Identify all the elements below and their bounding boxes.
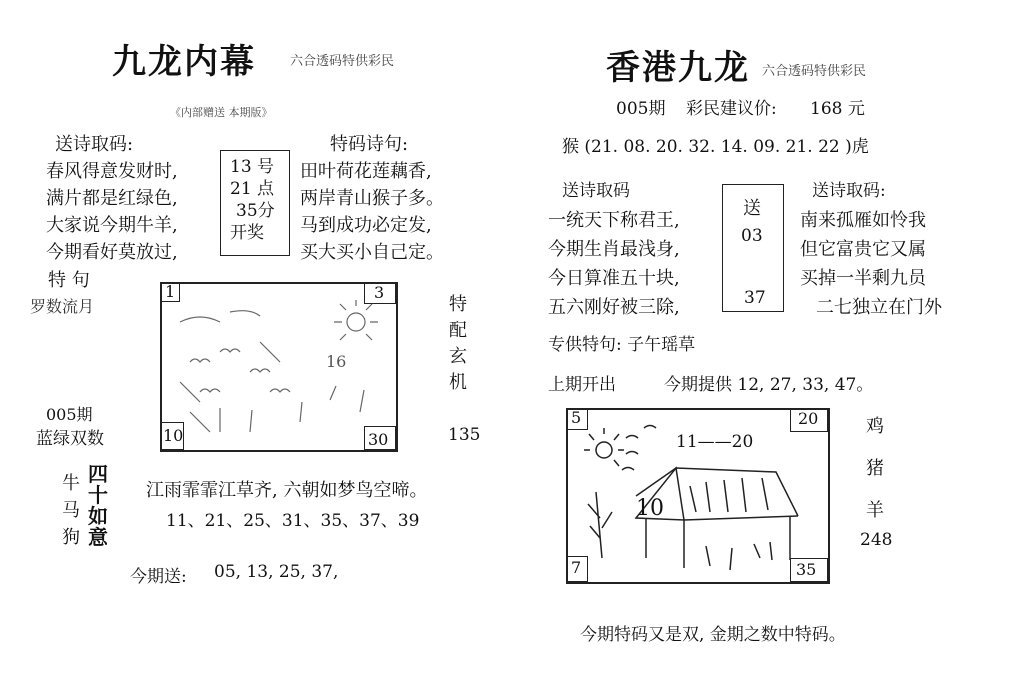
sketch-top-label: 11——20 bbox=[676, 432, 754, 452]
poem-line: 二七独立在门外 bbox=[816, 297, 942, 318]
special-line: 专供特句: 子午瑶草 bbox=[548, 335, 696, 355]
sketch-mid-label: 10 bbox=[636, 496, 664, 521]
left-sketch-drawing bbox=[160, 282, 396, 450]
animal: 猪 bbox=[866, 458, 884, 479]
poem-line: 春风得意发财时, bbox=[46, 161, 178, 182]
price-label: 彩民建议价: bbox=[686, 99, 777, 119]
time-line: 21 点 bbox=[230, 179, 275, 199]
phrase-vertical: 四十如意 bbox=[88, 462, 108, 549]
time-line: 35分 bbox=[236, 201, 275, 221]
left-poem bbox=[46, 158, 178, 266]
left-subtitle: 六合透码特供彩民 bbox=[290, 54, 395, 69]
right-period: 005期 bbox=[616, 99, 666, 119]
last-label: 上期开出 bbox=[548, 375, 616, 395]
right-animals bbox=[866, 406, 884, 532]
special-match: 特配玄机 bbox=[446, 294, 467, 398]
provide-line: 今期提供 12, 27, 33, 47。 bbox=[664, 375, 874, 395]
poem-line: 大家说今期牛羊, bbox=[46, 215, 178, 236]
right-poem-left bbox=[548, 206, 680, 322]
poem-line: 今期生肖最浅身, bbox=[548, 239, 680, 260]
left-corner-bl-num: 10 bbox=[163, 426, 184, 445]
tema-line: 田叶荷花莲藕香, bbox=[300, 161, 432, 182]
left-corner-tr-num: 3 bbox=[374, 283, 385, 302]
poem-line: 今期看好莫放过, bbox=[46, 242, 178, 263]
right-corner-br-num: 35 bbox=[796, 560, 817, 579]
right-title: 香港九龙 bbox=[606, 48, 750, 88]
left-animals bbox=[62, 470, 80, 551]
poem-line: 五六刚好被三除, bbox=[548, 297, 680, 318]
animal: 羊 bbox=[866, 500, 884, 521]
right-corner-tl-num: 5 bbox=[571, 408, 582, 427]
poem-line: 南来孤雁如怜我 bbox=[800, 210, 926, 231]
right-corner-tr-num: 20 bbox=[798, 409, 819, 428]
send-numbers: 05, 13, 25, 37, bbox=[214, 562, 339, 582]
animal: 牛 bbox=[62, 473, 80, 494]
time-line: 开奖 bbox=[230, 223, 264, 243]
left-corner-tl-num: 1 bbox=[165, 282, 176, 301]
box-send: 送 bbox=[743, 198, 761, 219]
tema-heading: 特码诗句: bbox=[330, 134, 409, 155]
number-list: 11、21、25、31、35、37、39 bbox=[166, 511, 420, 531]
animal: 马 bbox=[62, 500, 80, 521]
box-num-1: 03 bbox=[741, 226, 763, 246]
box-num-2: 37 bbox=[744, 288, 766, 308]
verse: 江雨霏霏江草齐, 六朝如梦鸟空啼。 bbox=[146, 480, 428, 501]
left-title: 九龙内幕 bbox=[112, 42, 256, 82]
time-line: 13 号 bbox=[230, 157, 275, 177]
poem-line: 今日算准五十块, bbox=[548, 268, 680, 289]
animal: 狗 bbox=[62, 527, 80, 548]
right-number: 248 bbox=[860, 530, 893, 550]
right-corner-bl-num: 7 bbox=[571, 558, 582, 577]
left-sketch-num: 16 bbox=[326, 352, 347, 371]
poem-line: 买掉一半剩九员 bbox=[800, 268, 926, 289]
luoshu-text: 罗数流月 bbox=[30, 297, 95, 316]
tema-line: 两岸青山猴子多。 bbox=[300, 188, 444, 209]
monkey-line: 猴 (21. 08. 20. 32. 14. 09. 21. 22 )虎 bbox=[562, 137, 869, 157]
right-footer: 今期特码又是双, 金期之数中特码。 bbox=[580, 625, 846, 645]
tema-poem bbox=[300, 158, 444, 266]
teju-label: 特 句 bbox=[48, 270, 90, 291]
right-poem-heading-left: 送诗取码 bbox=[562, 181, 630, 201]
poem-line: 满片都是红绿色, bbox=[46, 188, 178, 209]
time-box-text bbox=[230, 156, 275, 244]
left-period: 005期 bbox=[46, 405, 93, 424]
right-subtitle: 六合透码特供彩民 bbox=[762, 64, 867, 79]
special-number: 135 bbox=[448, 425, 481, 445]
send-label: 今期送: bbox=[130, 567, 187, 587]
poem-line: 一统天下称君王, bbox=[548, 210, 680, 231]
poem-line: 但它富贵它又属 bbox=[800, 239, 926, 260]
left-note: 《内部赠送 本期版》 bbox=[170, 106, 273, 119]
price-value: 168 元 bbox=[810, 99, 865, 119]
animal: 鸡 bbox=[866, 416, 884, 437]
right-poem-heading-right: 送诗取码: bbox=[812, 181, 886, 201]
color-hint: 蓝绿双数 bbox=[36, 429, 104, 449]
tema-line: 买大买小自己定。 bbox=[300, 242, 444, 263]
right-poem-right bbox=[800, 206, 942, 322]
tema-line: 马到成功必定发, bbox=[300, 215, 432, 236]
left-poem-heading: 送诗取码: bbox=[55, 134, 134, 155]
left-corner-br-num: 30 bbox=[368, 430, 389, 449]
